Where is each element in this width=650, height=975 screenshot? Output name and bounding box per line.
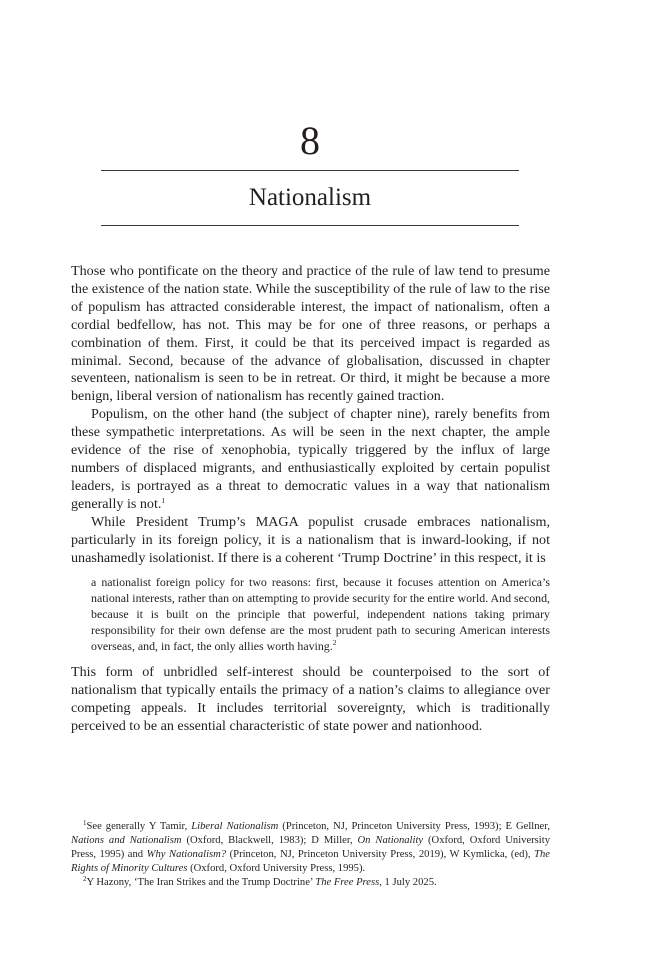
paragraph-text: Those who pontificate on the theory and practice of the rule of law tend to presume the existence of the nation state. While the susceptibility of the rule of law to the rise of populism has attracted considerable interest, the impact of nationalism, often a cordial bedfellow, has not. This may be for one of three reasons, or perhaps a combination of them. First, it could be that its perceived impact is regarded as minimal. Second, because of the advance of globalisation, discussed in chapter seventeen, nationalism is seen to be in retreat. Or third, it might be because a more benign, liberal version of nationalism has recently gained traction.: [71, 263, 550, 405]
footnote-text: (Princeton, NJ, Princeton University Press, 2019), W Kymlicka, (ed),: [226, 848, 535, 860]
footnote-text: See generally Y Tamir,: [86, 821, 192, 832]
paragraph-text: While President Trump’s MAGA populist crusade embraces nationalism, particularly in its foreign policy, it is a nationalism that is inward-looking, if not unashamedly isolationist. If there is a coherent ‘Trump Doctrine’ in this respect, it is: [71, 513, 550, 566]
body-paragraph: [71, 514, 550, 568]
footnote-number: 2: [83, 874, 87, 883]
body-paragraph: [71, 664, 550, 736]
block-quote: [91, 575, 550, 655]
footnote: [71, 876, 550, 890]
footnote-text: , 1 July 2025.: [379, 876, 437, 888]
title-rule-top: [101, 170, 519, 171]
footnote-text: Y Hazony, ‘The Iran Strikes and the Trump Doctrine’: [86, 876, 316, 888]
footnote-text: (Oxford, Oxford University Press, 1995).: [187, 862, 366, 874]
body-paragraph: [71, 406, 550, 513]
footnote-title: Why Nationalism?: [146, 848, 227, 860]
quote-text: a nationalist foreign policy for two reasons: first, because it focuses attention on America’s national interests, rather than on attempting to provide security for the entire world. And second, because it is built on the principle that powerful, independent nations taking primary responsibility for their own defense are the most prudent path to securing American interests overseas, and, in fact, the only allies worth having.: [91, 575, 550, 654]
footnotes: [71, 820, 550, 890]
title-rule-bottom: [101, 225, 519, 226]
footnote-title: Nations and Nationalism: [71, 834, 182, 846]
footnote-text: (Oxford, Oxford University Press, 1995) and: [71, 834, 550, 860]
footnote: [71, 820, 550, 876]
chapter-title: Nationalism: [248, 184, 372, 211]
paragraph-text: Populism, on the other hand (the subject of chapter nine), rarely benefits from these sympathetic interpretations. As will be seen in the next chapter, the ample evidence of the rise of xenophobia, typically triggered by the influx of large numbers of displaced migrants, and enthusiastically exploited by certain populist leaders, is portrayed as a threat to democratic values in a way that nationalism generally is not.: [71, 406, 550, 512]
footnote-title: The Free Press: [315, 876, 380, 888]
footnote-reference[interactable]: 2: [332, 638, 337, 648]
footnote-reference[interactable]: 1: [161, 495, 166, 505]
paragraph-text: This form of unbridled self-interest should be counterpoised to the sort of nationalism that typically entails the primacy of a nation’s claims to allegiance over competing appeals. It includes territorial sovereignty, which is traditionally perceived to be an essential characteristic of state power and nationhood.: [71, 663, 550, 734]
body-paragraph: [71, 263, 550, 406]
footnote-text: (Princeton, NJ, Princeton University Press, 1993); E Gellner,: [278, 821, 550, 832]
footnote-title: On Nationality: [357, 834, 424, 846]
footnote-number: 1: [83, 819, 87, 827]
footnote-text: (Oxford, Blackwell, 1983); D Miller,: [181, 834, 358, 846]
footnote-title: Liberal Nationalism: [191, 821, 279, 832]
chapter-body: [71, 263, 550, 736]
footnote-title: The Rights of Minority Cultures: [71, 848, 550, 874]
chapter-number: 8: [300, 118, 320, 163]
